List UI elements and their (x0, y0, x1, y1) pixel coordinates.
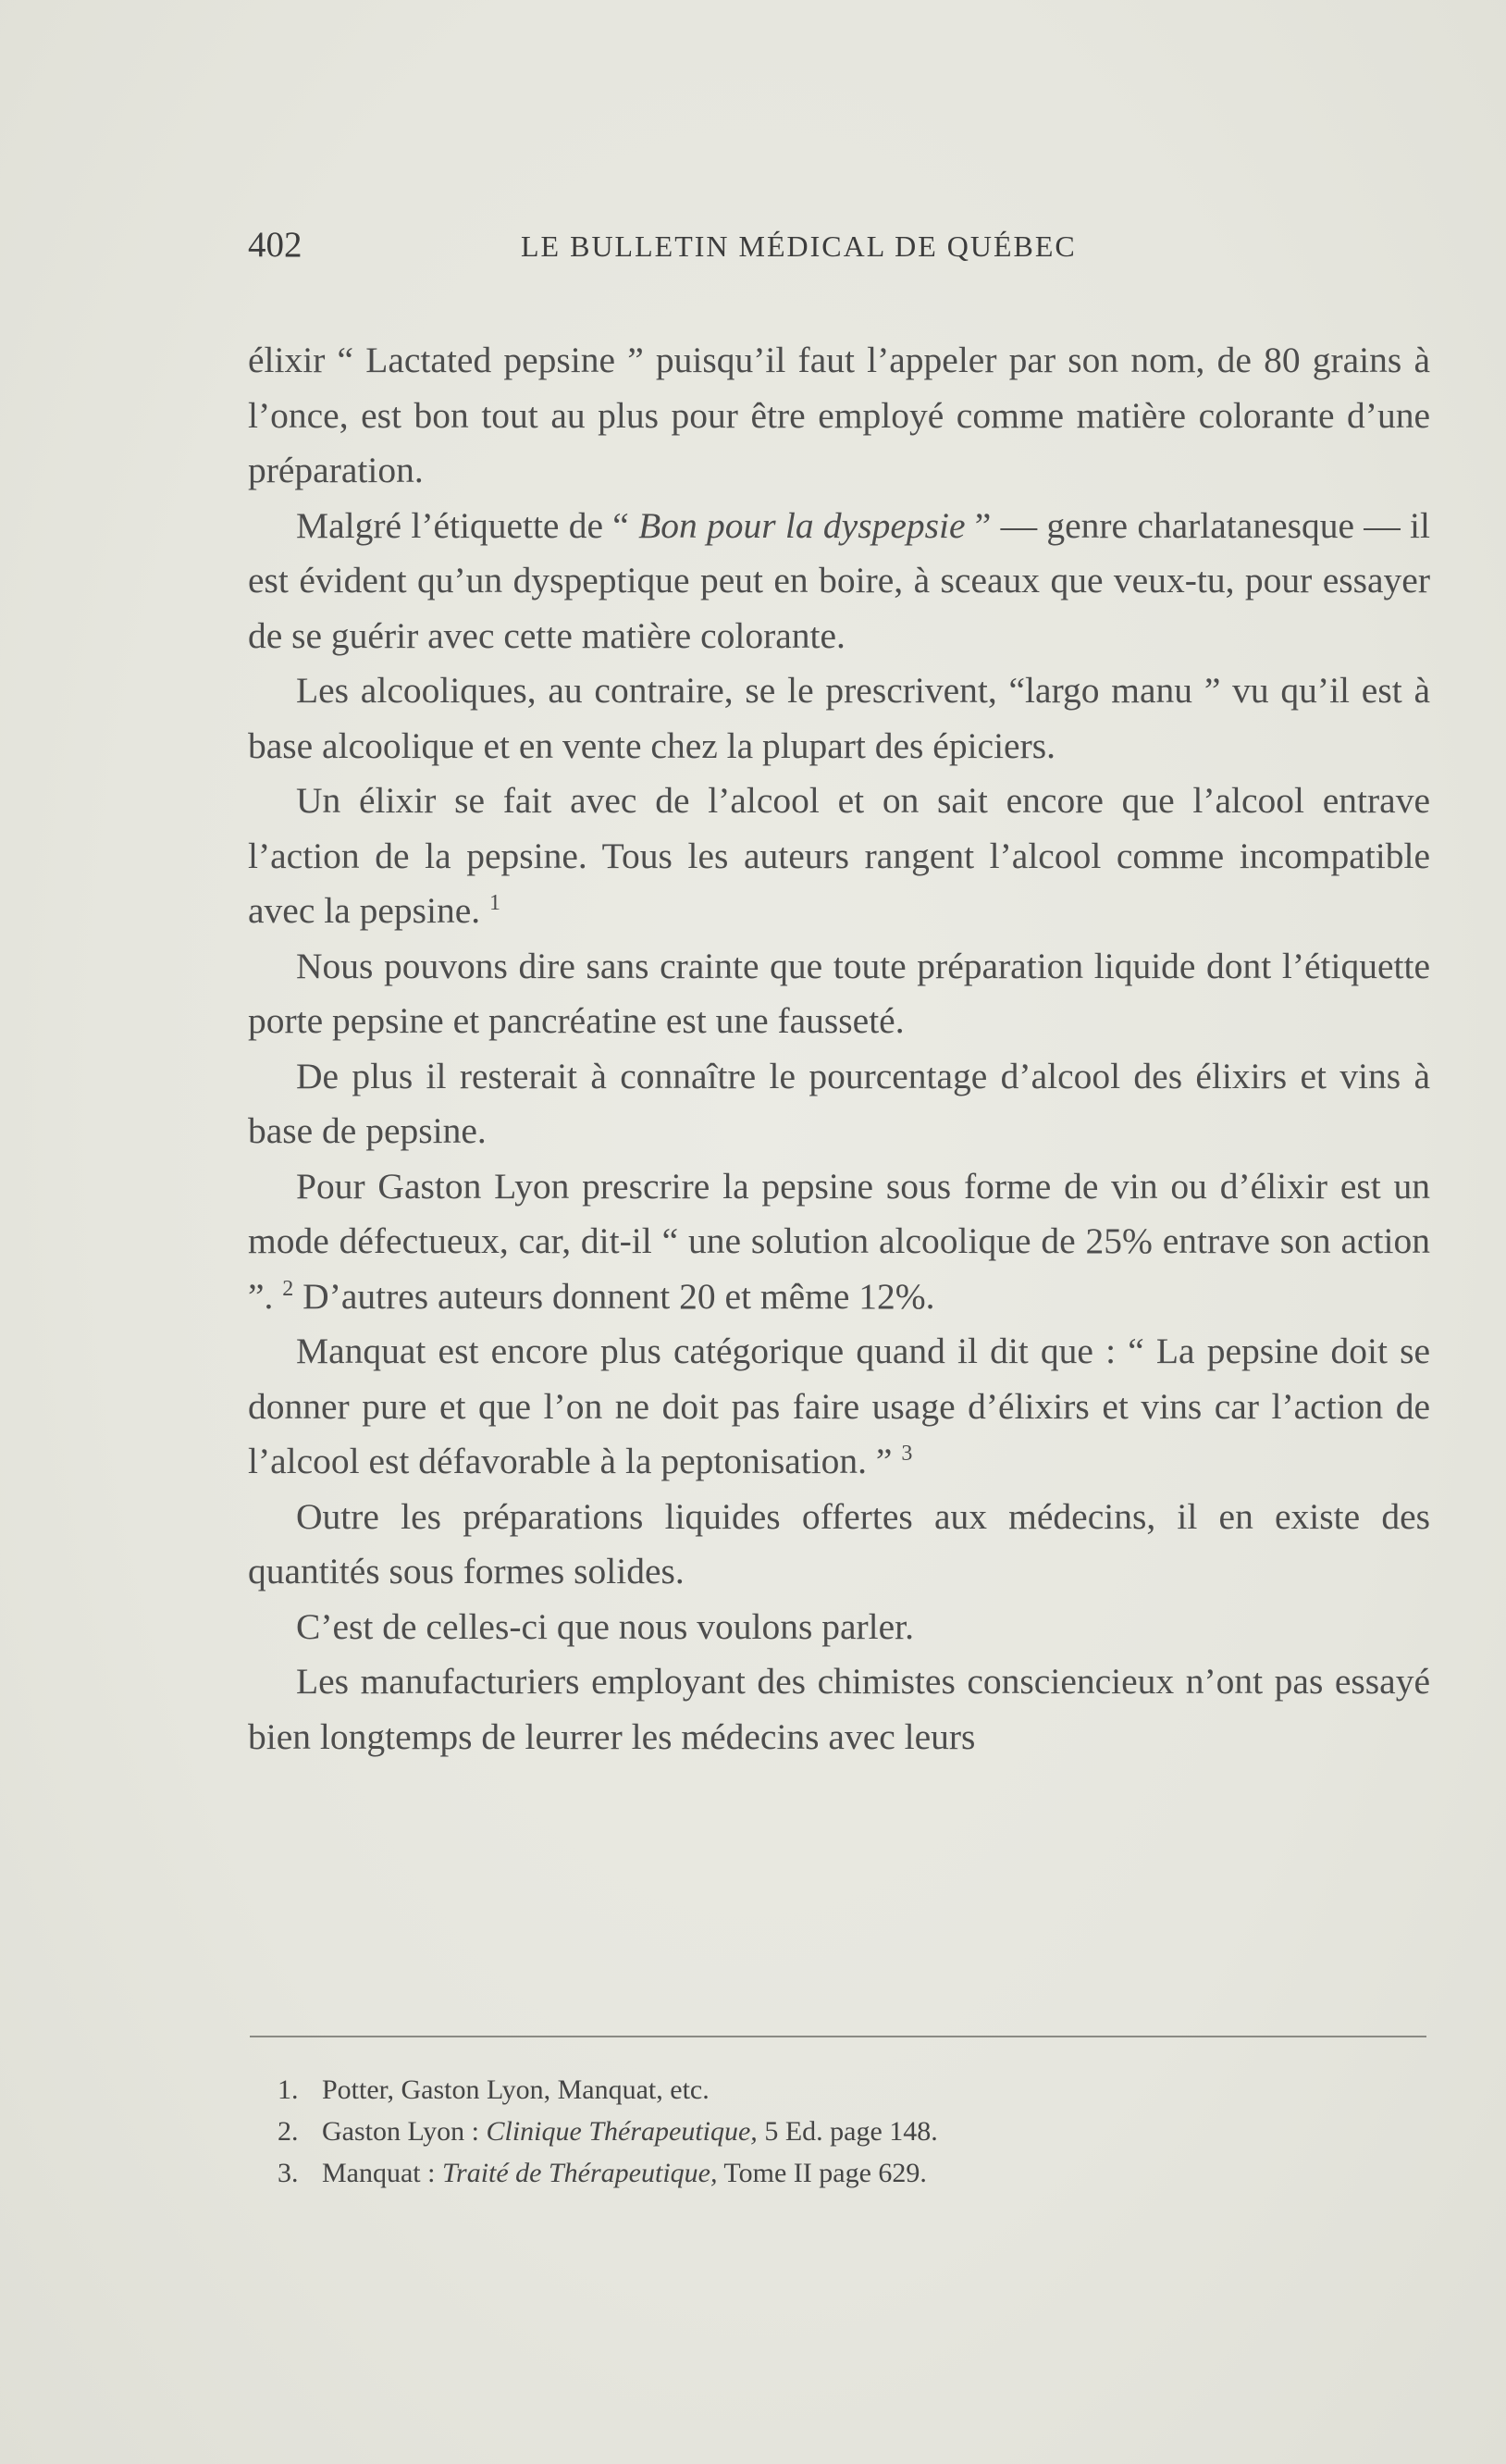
paragraph (248, 1600, 1430, 1655)
text-run: De plus il resterait à connaître le pourcentage d’alcool des élixirs et vins à base de pepsine. (248, 1055, 1430, 1151)
paragraph (248, 1324, 1430, 1490)
text-run: Malgré l’étiquette de “ (296, 504, 639, 546)
paragraph (248, 939, 1430, 1049)
paragraph (248, 774, 1430, 939)
paragraph (248, 1049, 1430, 1159)
paragraph (248, 499, 1430, 664)
footnotes (278, 2069, 1388, 2194)
text-run: Outre les préparations liquides offertes aux médecins, il en existe des quantités sous formes solides. (248, 1495, 1430, 1591)
body-text (248, 333, 1430, 1764)
text-run: Pour Gaston Lyon prescrire la pepsine sous forme de vin ou d’élixir est un mode défectueux, car, dit-il “ une solution alcoolique de 25% entrave son action ”. (248, 1165, 1430, 1317)
text-run: ” — genre charlatanesque — il est évident qu’un dyspeptique peut en boire, à sceaux que veux-tu, pour essayer de se guérir avec cette matière colorante. (248, 504, 1431, 656)
italic-text: Clinique Thérapeutique, (486, 2116, 758, 2147)
footnote (278, 2111, 1388, 2152)
text-run: 5 Ed. page 148. (757, 2116, 938, 2147)
running-head (248, 224, 1191, 270)
text-run: D’autres auteurs donnent 20 et même 12%. (293, 1275, 935, 1317)
footnote-number: 2. (278, 2116, 299, 2147)
text-run: Gaston Lyon : (322, 2116, 487, 2147)
footnote (278, 2152, 1388, 2194)
paragraph (248, 1654, 1430, 1764)
footnote-divider (250, 2036, 1426, 2037)
footnote-reference: 3 (901, 1442, 913, 1466)
footnote (278, 2069, 1388, 2111)
footnote-number: 1. (278, 2074, 299, 2105)
text-run: Les alcooliques, au contraire, se le prescrivent, “largo manu ” vu qu’il est à base alcoolique et en vente chez la plupart des épiciers. (248, 670, 1430, 766)
page-number: 402 (248, 225, 302, 265)
italic-text: Traité de Thérapeutique, (441, 2158, 718, 2188)
footnote-reference: 1 (489, 891, 501, 915)
paragraph (248, 1159, 1430, 1325)
text-run: Manquat : (322, 2158, 442, 2188)
text-run: Tome II page 629. (717, 2158, 927, 2188)
text-run: Manquat est encore plus catégorique quand il dit que : “ La pepsine doit se donner pure et que l’on ne doit pas faire usage d’élixirs et vins car l’action de l’alcool est défavorable à la peptonisation. ” (248, 1331, 1430, 1481)
text-run: élixir “ Lactated pepsine ” puisqu’il faut l’appeler par son nom, de 80 grains à l’once, est bon tout au plus pour être employé comme matière colorante d’une préparation. (248, 340, 1430, 490)
paragraph (248, 1490, 1430, 1600)
journal-title: LE BULLETIN MÉDICAL DE QUÉBEC (521, 229, 1077, 263)
paragraph (248, 663, 1430, 774)
text-run: Les manufacturiers employant des chimistes consciencieux n’ont pas essayé bien longtemps de leurrer les médecins avec leurs (248, 1661, 1430, 1757)
italic-text: Bon pour la dyspepsie (638, 504, 966, 546)
text-run: C’est de celles-ci que nous voulons parler. (296, 1605, 915, 1647)
footnote-number: 3. (278, 2158, 299, 2188)
text-run: Un élixir se fait avec de l’alcool et on sait encore que l’alcool entrave l’action de la pepsine. Tous les auteurs rangent l’alcool comme incompatible avec la pepsine. (248, 780, 1430, 931)
footnote-reference: 2 (282, 1276, 294, 1301)
text-run: Nous pouvons dire sans crainte que toute préparation liquide dont l’étiquette porte pepsine et pancréatine est une fausseté. (248, 945, 1430, 1041)
paragraph (248, 333, 1430, 499)
text-run: Potter, Gaston Lyon, Manquat, etc. (322, 2074, 710, 2105)
